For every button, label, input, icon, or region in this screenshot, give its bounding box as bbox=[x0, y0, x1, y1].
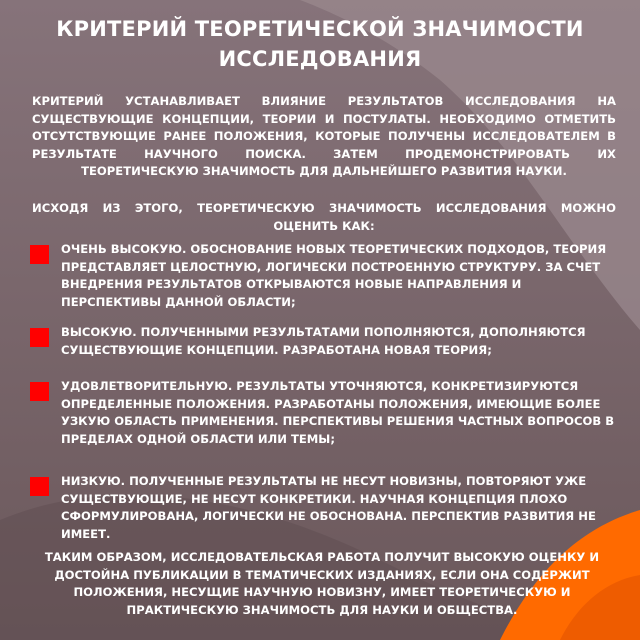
red-square-bullet-icon bbox=[30, 245, 49, 264]
conclusion-paragraph: ТАКИМ ОБРАЗОМ, ИССЛЕДОВАТЕЛЬСКАЯ РАБОТА ПОЛУЧИТ ВЫСОКУЮ ОЦЕНКУ И ДОСТОЙНА ПУБЛИКАЦИИ В ТЕМАТИЧЕСКИХ ИЗДАНИЯХ, ЕСЛИ ОНА СОДЕРЖИТ ПОЛОЖЕНИЯ, НЕСУЩИЕ НАУЧНУЮ НОВИЗНУ, ИМЕЕТ ТЕОРЕТИЧЕСКУЮ И ПРАКТИЧЕСКУЮ ЗНАЧИМОСТЬ ДЛЯ НАУКИ И ОБЩЕСТВА. bbox=[44, 550, 600, 617]
list-item-text: ОЧЕНЬ ВЫСОКУЮ. ОБОСНОВАНИЕ НОВЫХ ТЕОРЕТИЧЕСКИХ ПОДХОДОВ, ТЕОРИЯ ПРЕДСТАВЛЯЕТ ЦЕЛОСТНУЮ, ЛОГИЧЕСКИ ПОСТРОЕННУЮ СТРУКТУРУ. ЗА СЧЕТ ВНЕДРЕНИЯ РЕЗУЛЬТАТОВ ОТКРЫВАЮТСЯ НОВЫЕ НАПРАВЛЕНИЯ И ПЕРСПЕКТИВЫ ДАННОЙ ОБЛАСТИ; bbox=[61, 242, 607, 309]
list-item-text: УДОВЛЕТВОРИТЕЛЬНУЮ. РЕЗУЛЬТАТЫ УТОЧНЯЮТСЯ, КОНКРЕТИЗИРУЮТСЯ ОПРЕДЕЛЕННЫЕ ПОЛОЖЕНИЯ. РАЗРАБОТАНЫ ПОЛОЖЕНИЯ, ИМЕЮЩИЕ БОЛЕЕ УЗКУЮ ОБЛАСТЬ ПРИМЕНЕНИЯ. ПЕРСПЕКТИВЫ РЕШЕНИЯ ЧАСТНЫХ ВОПРОСОВ В ПРЕДЕЛАХ ОДНОЙ ОБЛАСТИ ИЛИ ТЕМЫ; bbox=[61, 379, 615, 446]
list-item-text: ВЫСОКУЮ. ПОЛУЧЕННЫМИ РЕЗУЛЬТАТАМИ ПОПОЛНЯЮТСЯ, ДОПОЛНЯЮТСЯ СУЩЕСТВУЮЩИЕ КОНЦЕПЦИИ. РАЗРАБОТАНА НОВАЯ ТЕОРИЯ; bbox=[61, 325, 586, 357]
red-square-bullet-icon bbox=[30, 382, 49, 401]
lead-paragraph: ИСХОДЯ ИЗ ЭТОГО, ТЕОРЕТИЧЕСКУЮ ЗНАЧИМОСТЬ ИССЛЕДОВАНИЯ МОЖНО ОЦЕНИТЬ КАК: bbox=[32, 201, 616, 233]
list-item-text: НИЗКУЮ. ПОЛУЧЕННЫЕ РЕЗУЛЬТАТЫ НЕ НЕСУТ НОВИЗНЫ, ПОВТОРЯЮТ УЖЕ СУЩЕСТВУЮЩИЕ, НЕ НЕСУТ КОНКРЕТИКИ. НАУЧНАЯ КОНЦЕПЦИЯ ПЛОХО СФОРМУЛИРОВАНА, ЛОГИЧЕСКИ НЕ ОБОСНОВАНА. ПЕРСПЕКТИВ РАЗВИТИЯ НЕ ИМЕЕТ. bbox=[61, 474, 596, 541]
red-square-bullet-icon bbox=[30, 477, 49, 496]
red-square-bullet-icon bbox=[30, 328, 49, 347]
page-title: КРИТЕРИЙ ТЕОРЕТИЧЕСКОЙ ЗНАЧИМОСТИ ИССЛЕДОВАНИЯ bbox=[56, 17, 584, 71]
intro-paragraph: КРИТЕРИЙ УСТАНАВЛИВАЕТ ВЛИЯНИЕ РЕЗУЛЬТАТОВ ИССЛЕДОВАНИЯ НА СУЩЕСТВУЮЩИЕ КОНЦЕПЦИИ, ТЕОРИИ И ПОСТУЛАТЫ. НЕОБХОДИМО ОТМЕТИТЬ ОТСУТСТВУЮЩИЕ РАНЕЕ ПОЛОЖЕНИЯ, КОТОРЫЕ ПОЛУЧЕНЫ ИССЛЕДОВАТЕЛЕМ В РЕЗУЛЬТАТЕ НАУЧНОГО ПОИСКА. ЗАТЕМ ПРОДЕМОНСТРИРОВАТЬ ИХ ТЕОРЕТИЧЕСКУЮ ЗНАЧИМОСТЬ ДЛЯ ДАЛЬНЕЙШЕГО РАЗВИТИЯ НАУКИ. bbox=[32, 94, 616, 179]
